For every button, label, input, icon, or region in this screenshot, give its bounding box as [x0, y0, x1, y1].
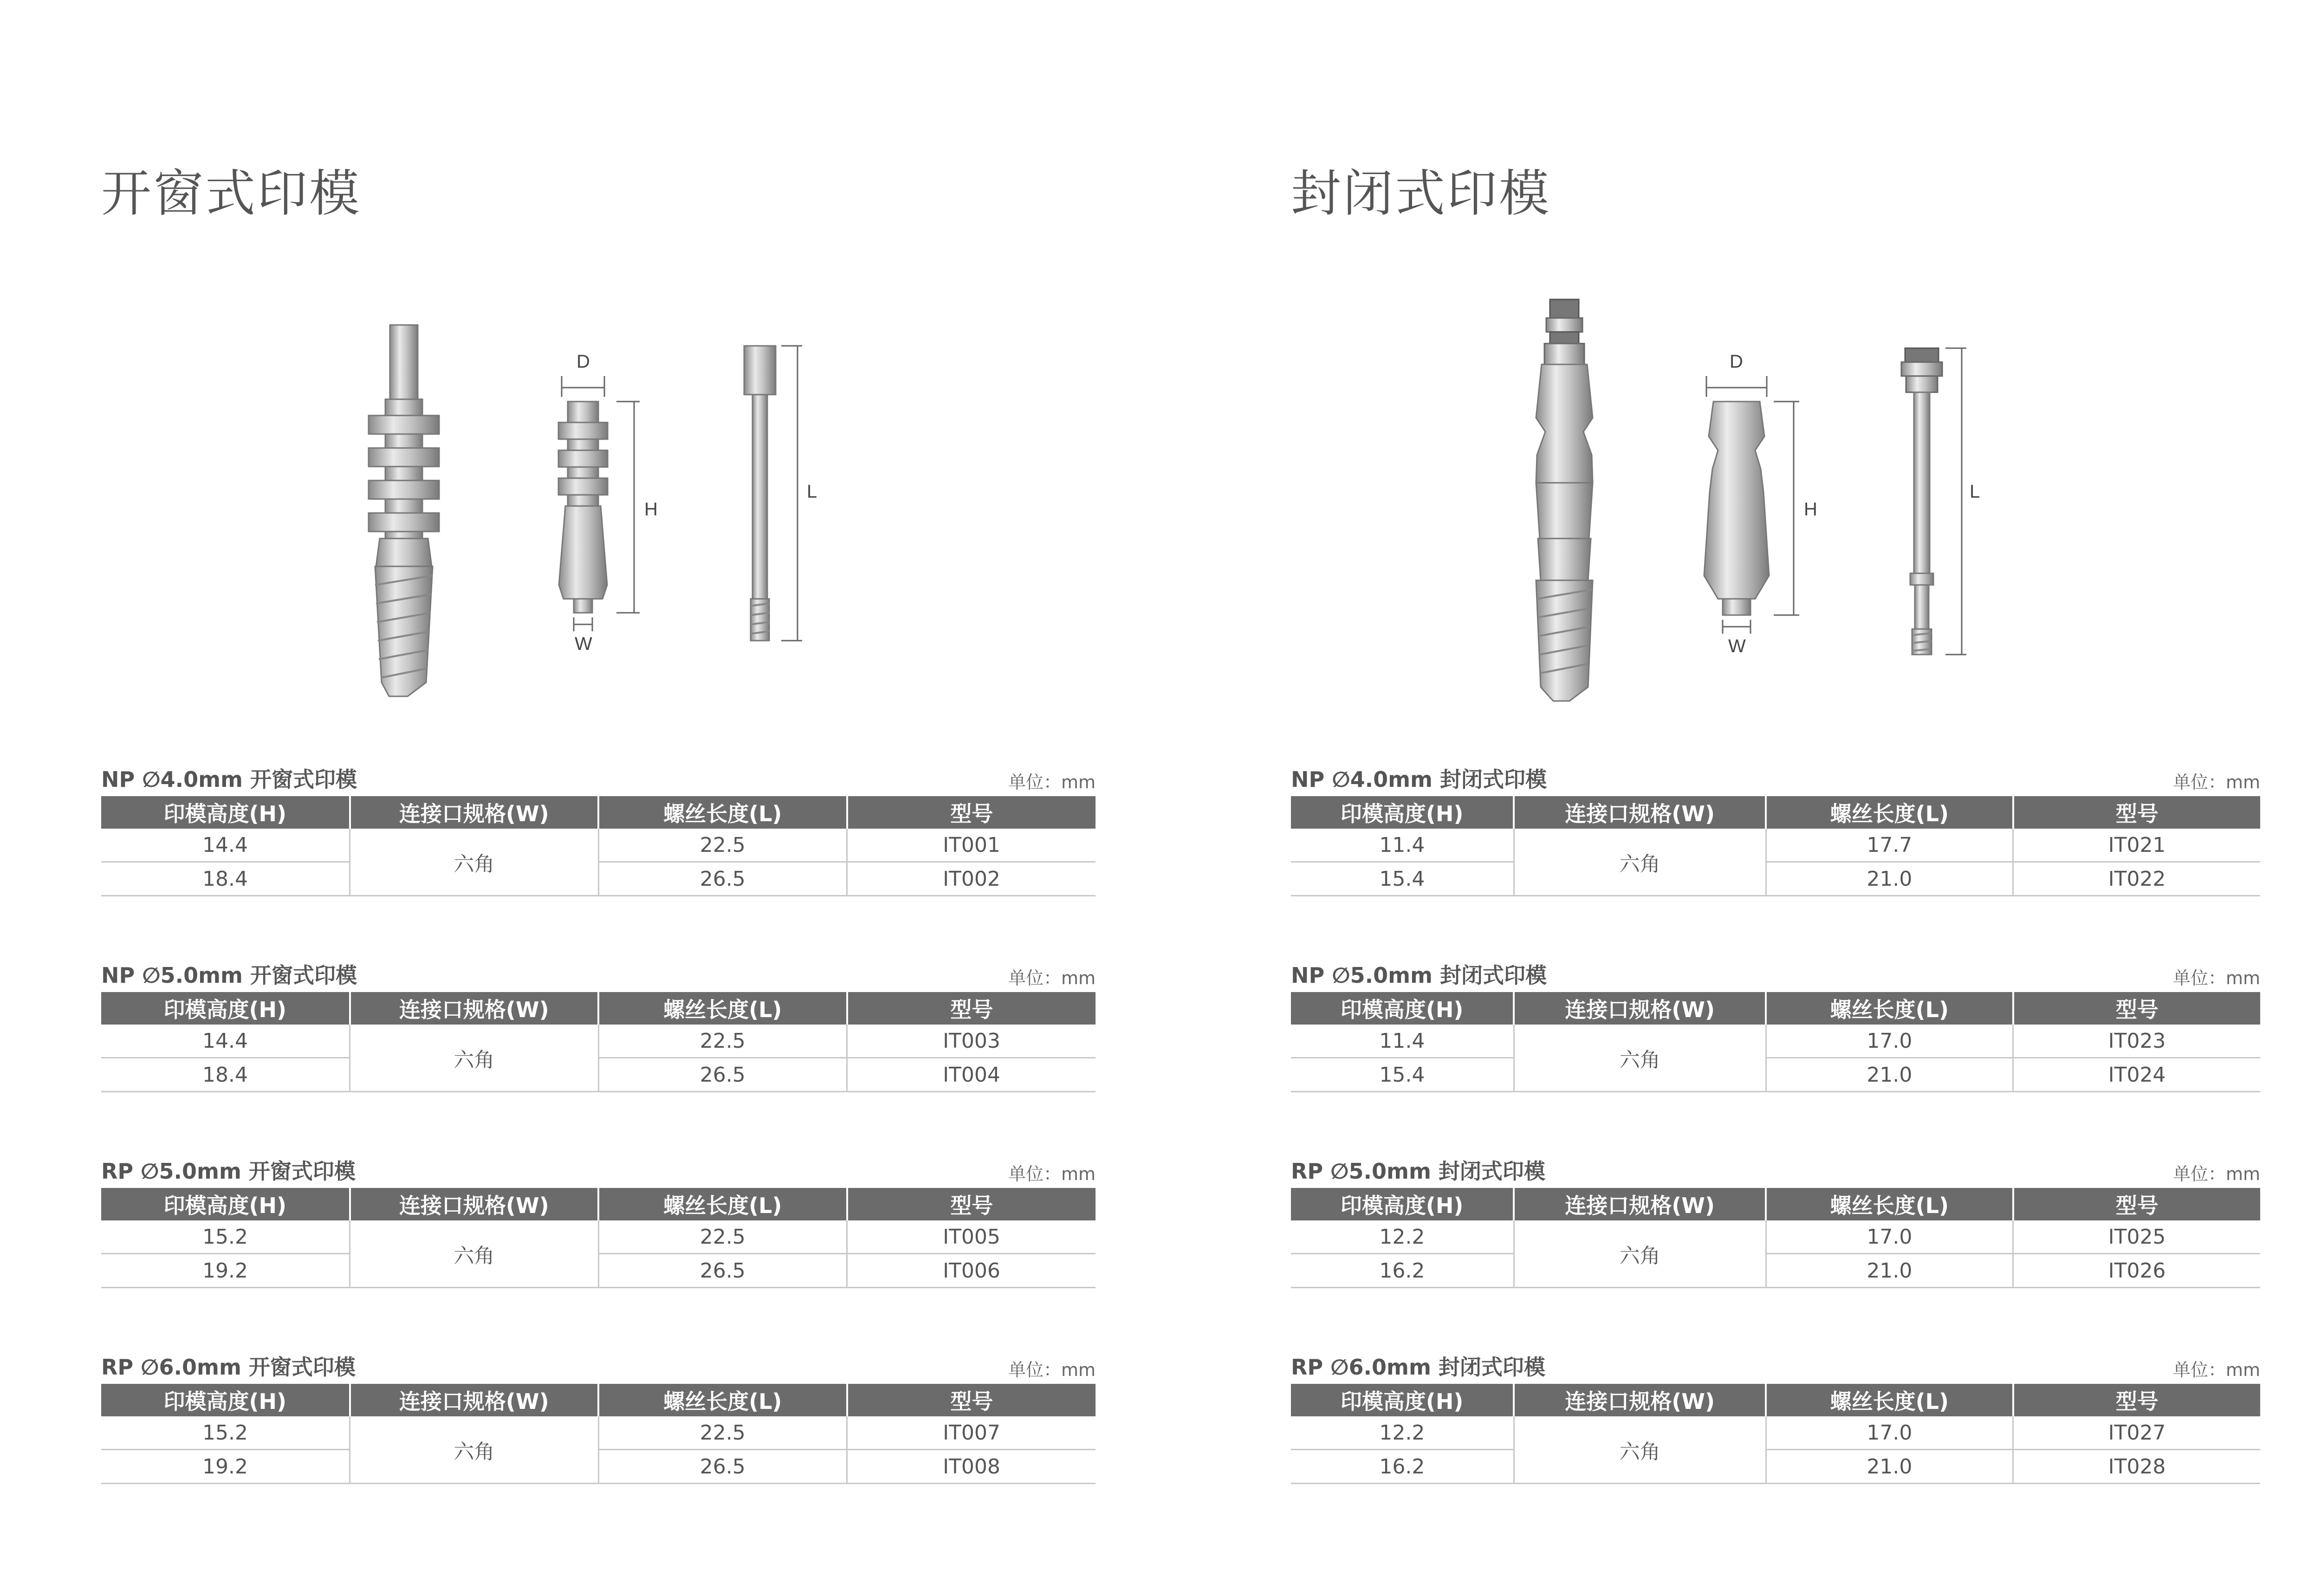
table-title: RP ∅6.0mm 封闭式印模	[1291, 1355, 1545, 1380]
header-height: 印模高度(H)	[1291, 992, 1514, 1025]
header-height: 印模高度(H)	[101, 992, 350, 1025]
cell-screw-length: 21.0	[1766, 1254, 2013, 1288]
table-header-row	[1291, 796, 2260, 829]
cell-model: IT001	[847, 829, 1096, 862]
cell-model: IT022	[2013, 862, 2260, 896]
cell-screw-length: 26.5	[598, 1450, 847, 1484]
dimension-l-label: L	[1970, 481, 1980, 502]
header-connection: 连接口规格(W)	[350, 992, 599, 1025]
cell-model: IT004	[847, 1058, 1096, 1092]
cell-model: IT008	[847, 1450, 1096, 1484]
table-title: RP ∅5.0mm 封闭式印模	[1291, 1159, 1545, 1184]
cell-model: IT026	[2013, 1254, 2260, 1288]
table-row	[101, 1025, 1096, 1058]
closed-tray-screw-image	[1901, 348, 1980, 655]
cell-model: IT024	[2013, 1058, 2260, 1092]
table-row	[101, 1416, 1096, 1450]
header-height: 印模高度(H)	[101, 1384, 350, 1416]
cell-connection: 六角	[1514, 829, 1766, 896]
table-title: NP ∅5.0mm 封闭式印模	[1291, 963, 1547, 988]
table-row	[1291, 1058, 2260, 1092]
cell-height: 12.2	[1291, 1416, 1514, 1450]
cell-model: IT005	[847, 1220, 1096, 1254]
cell-screw-length: 17.0	[1766, 1025, 2013, 1058]
spec-table-section-2	[101, 960, 1096, 1092]
table-header-row	[1291, 1188, 2260, 1220]
page-title-open-tray: 开窗式印模	[101, 165, 362, 223]
cell-screw-length: 17.0	[1766, 1220, 2013, 1254]
cell-height: 11.4	[1291, 1025, 1514, 1058]
unit-label: 单位：mm	[2172, 772, 2260, 792]
cell-model: IT027	[2013, 1416, 2260, 1450]
table-title: NP ∅4.0mm 开窗式印模	[101, 767, 357, 792]
dimension-d-label: D	[577, 351, 590, 372]
table-row	[101, 1058, 1096, 1092]
spec-table	[1291, 1188, 2260, 1288]
table-row	[101, 829, 1096, 862]
header-height: 印模高度(H)	[1291, 1188, 1514, 1220]
spec-table	[1291, 992, 2260, 1092]
cell-connection: 六角	[350, 1416, 599, 1484]
cell-height: 18.4	[101, 862, 350, 896]
cell-screw-length: 26.5	[598, 862, 847, 896]
table-header-row	[101, 992, 1096, 1025]
table-title: NP ∅4.0mm 封闭式印模	[1291, 767, 1547, 792]
closed-tray-coping-image	[1704, 351, 1817, 656]
header-screw-length: 螺丝长度(L)	[598, 1188, 847, 1220]
cell-model: IT006	[847, 1254, 1096, 1288]
header-screw-length: 螺丝长度(L)	[1766, 1384, 2013, 1416]
spec-table	[101, 1384, 1096, 1484]
cell-model: IT028	[2013, 1450, 2260, 1484]
spec-table	[1291, 1384, 2260, 1484]
open-tray-coping-image	[558, 351, 658, 654]
cell-screw-length: 21.0	[1766, 1058, 2013, 1092]
cell-screw-length: 21.0	[1766, 1450, 2013, 1484]
header-screw-length: 螺丝长度(L)	[1766, 992, 2013, 1025]
table-header-row	[1291, 992, 2260, 1025]
cell-model: IT023	[2013, 1025, 2260, 1058]
cell-model: IT002	[847, 862, 1096, 896]
header-model: 型号	[2013, 1384, 2260, 1416]
cell-height: 12.2	[1291, 1220, 1514, 1254]
spec-table	[101, 796, 1096, 896]
dimension-w-label: W	[575, 634, 592, 654]
cell-connection: 六角	[1514, 1220, 1766, 1288]
unit-label: 单位：mm	[2172, 968, 2260, 988]
cell-height: 15.2	[101, 1416, 350, 1450]
table-header-row	[101, 1188, 1096, 1220]
table-header-row	[101, 1384, 1096, 1416]
cell-screw-length: 22.5	[598, 1025, 847, 1058]
table-row	[1291, 1416, 2260, 1450]
header-model: 型号	[2013, 796, 2260, 829]
header-screw-length: 螺丝长度(L)	[598, 992, 847, 1025]
cell-height: 14.4	[101, 829, 350, 862]
cell-height: 16.2	[1291, 1450, 1514, 1484]
header-model: 型号	[847, 1384, 1096, 1416]
spec-table	[101, 1188, 1096, 1288]
unit-label: 单位：mm	[2172, 1164, 2260, 1184]
dimension-d-label: D	[1730, 351, 1743, 372]
spec-table-section-3	[1291, 1155, 2260, 1288]
table-title: RP ∅5.0mm 开窗式印模	[101, 1159, 356, 1184]
table-row	[101, 862, 1096, 896]
header-connection: 连接口规格(W)	[1514, 992, 1766, 1025]
open-tray-illustration	[101, 297, 1096, 715]
cell-connection: 六角	[350, 1220, 599, 1288]
header-connection: 连接口规格(W)	[350, 1384, 599, 1416]
spec-table	[1291, 796, 2260, 896]
header-screw-length: 螺丝长度(L)	[598, 796, 847, 829]
closed-tray-assembly-image	[1536, 299, 1593, 701]
cell-model: IT025	[2013, 1220, 2260, 1254]
cell-screw-length: 26.5	[598, 1058, 847, 1092]
cell-height: 19.2	[101, 1450, 350, 1484]
table-row	[1291, 1254, 2260, 1288]
cell-height: 14.4	[101, 1025, 350, 1058]
open-tray-screw-image	[744, 346, 817, 641]
table-row	[101, 1254, 1096, 1288]
cell-height: 18.4	[101, 1058, 350, 1092]
closed-tray-illustration	[1291, 297, 2260, 715]
table-row	[101, 1450, 1096, 1484]
cell-screw-length: 26.5	[598, 1254, 847, 1288]
table-row	[1291, 1220, 2260, 1254]
spec-table-section-1	[1291, 764, 2260, 896]
spec-table-section-2	[1291, 960, 2260, 1092]
header-screw-length: 螺丝长度(L)	[1766, 1188, 2013, 1220]
table-row	[1291, 829, 2260, 862]
cell-model: IT021	[2013, 829, 2260, 862]
cell-screw-length: 17.0	[1766, 1416, 2013, 1450]
unit-label: 单位：mm	[1008, 1360, 1096, 1380]
cell-model: IT003	[847, 1025, 1096, 1058]
header-screw-length: 螺丝长度(L)	[598, 1384, 847, 1416]
cell-connection: 六角	[350, 829, 599, 896]
header-model: 型号	[847, 1188, 1096, 1220]
header-connection: 连接口规格(W)	[1514, 796, 1766, 829]
cell-height: 11.4	[1291, 829, 1514, 862]
dimension-l-label: L	[807, 481, 817, 502]
cell-screw-length: 17.7	[1766, 829, 2013, 862]
table-title: RP ∅6.0mm 开窗式印模	[101, 1355, 356, 1380]
cell-screw-length: 22.5	[598, 829, 847, 862]
cell-height: 15.4	[1291, 862, 1514, 896]
header-screw-length: 螺丝长度(L)	[1766, 796, 2013, 829]
header-connection: 连接口规格(W)	[350, 1188, 599, 1220]
header-connection: 连接口规格(W)	[1514, 1188, 1766, 1220]
dimension-w-label: W	[1728, 636, 1746, 656]
header-model: 型号	[2013, 1188, 2260, 1220]
table-row	[1291, 1450, 2260, 1484]
cell-connection: 六角	[1514, 1025, 1766, 1092]
cell-height: 15.2	[101, 1220, 350, 1254]
header-connection: 连接口规格(W)	[350, 796, 599, 829]
page-title-closed-tray: 封闭式印模	[1291, 165, 1551, 223]
open-tray-assembly-image	[369, 325, 439, 696]
cell-height: 16.2	[1291, 1254, 1514, 1288]
dimension-h-label: H	[644, 499, 658, 519]
header-height: 印模高度(H)	[1291, 796, 1514, 829]
table-row	[1291, 1025, 2260, 1058]
cell-height: 19.2	[101, 1254, 350, 1288]
cell-screw-length: 22.5	[598, 1220, 847, 1254]
cell-height: 15.4	[1291, 1058, 1514, 1092]
spec-table-section-4	[1291, 1351, 2260, 1484]
cell-model: IT007	[847, 1416, 1096, 1450]
header-height: 印模高度(H)	[101, 1188, 350, 1220]
cell-connection: 六角	[1514, 1416, 1766, 1484]
header-height: 印模高度(H)	[1291, 1384, 1514, 1416]
header-height: 印模高度(H)	[101, 796, 350, 829]
spec-table-section-3	[101, 1155, 1096, 1288]
table-row	[1291, 862, 2260, 896]
header-model: 型号	[847, 796, 1096, 829]
table-row	[101, 1220, 1096, 1254]
table-header-row	[101, 796, 1096, 829]
cell-connection: 六角	[350, 1025, 599, 1092]
spec-table-section-4	[101, 1351, 1096, 1484]
spec-table-section-1	[101, 764, 1096, 896]
table-title: NP ∅5.0mm 开窗式印模	[101, 963, 357, 988]
header-connection: 连接口规格(W)	[1514, 1384, 1766, 1416]
cell-screw-length: 22.5	[598, 1416, 847, 1450]
header-model: 型号	[2013, 992, 2260, 1025]
unit-label: 单位：mm	[2172, 1360, 2260, 1380]
header-model: 型号	[847, 992, 1096, 1025]
unit-label: 单位：mm	[1008, 772, 1096, 792]
table-header-row	[1291, 1384, 2260, 1416]
spec-table	[101, 992, 1096, 1092]
dimension-h-label: H	[1804, 499, 1817, 519]
unit-label: 单位：mm	[1008, 1164, 1096, 1184]
unit-label: 单位：mm	[1008, 968, 1096, 988]
cell-screw-length: 21.0	[1766, 862, 2013, 896]
